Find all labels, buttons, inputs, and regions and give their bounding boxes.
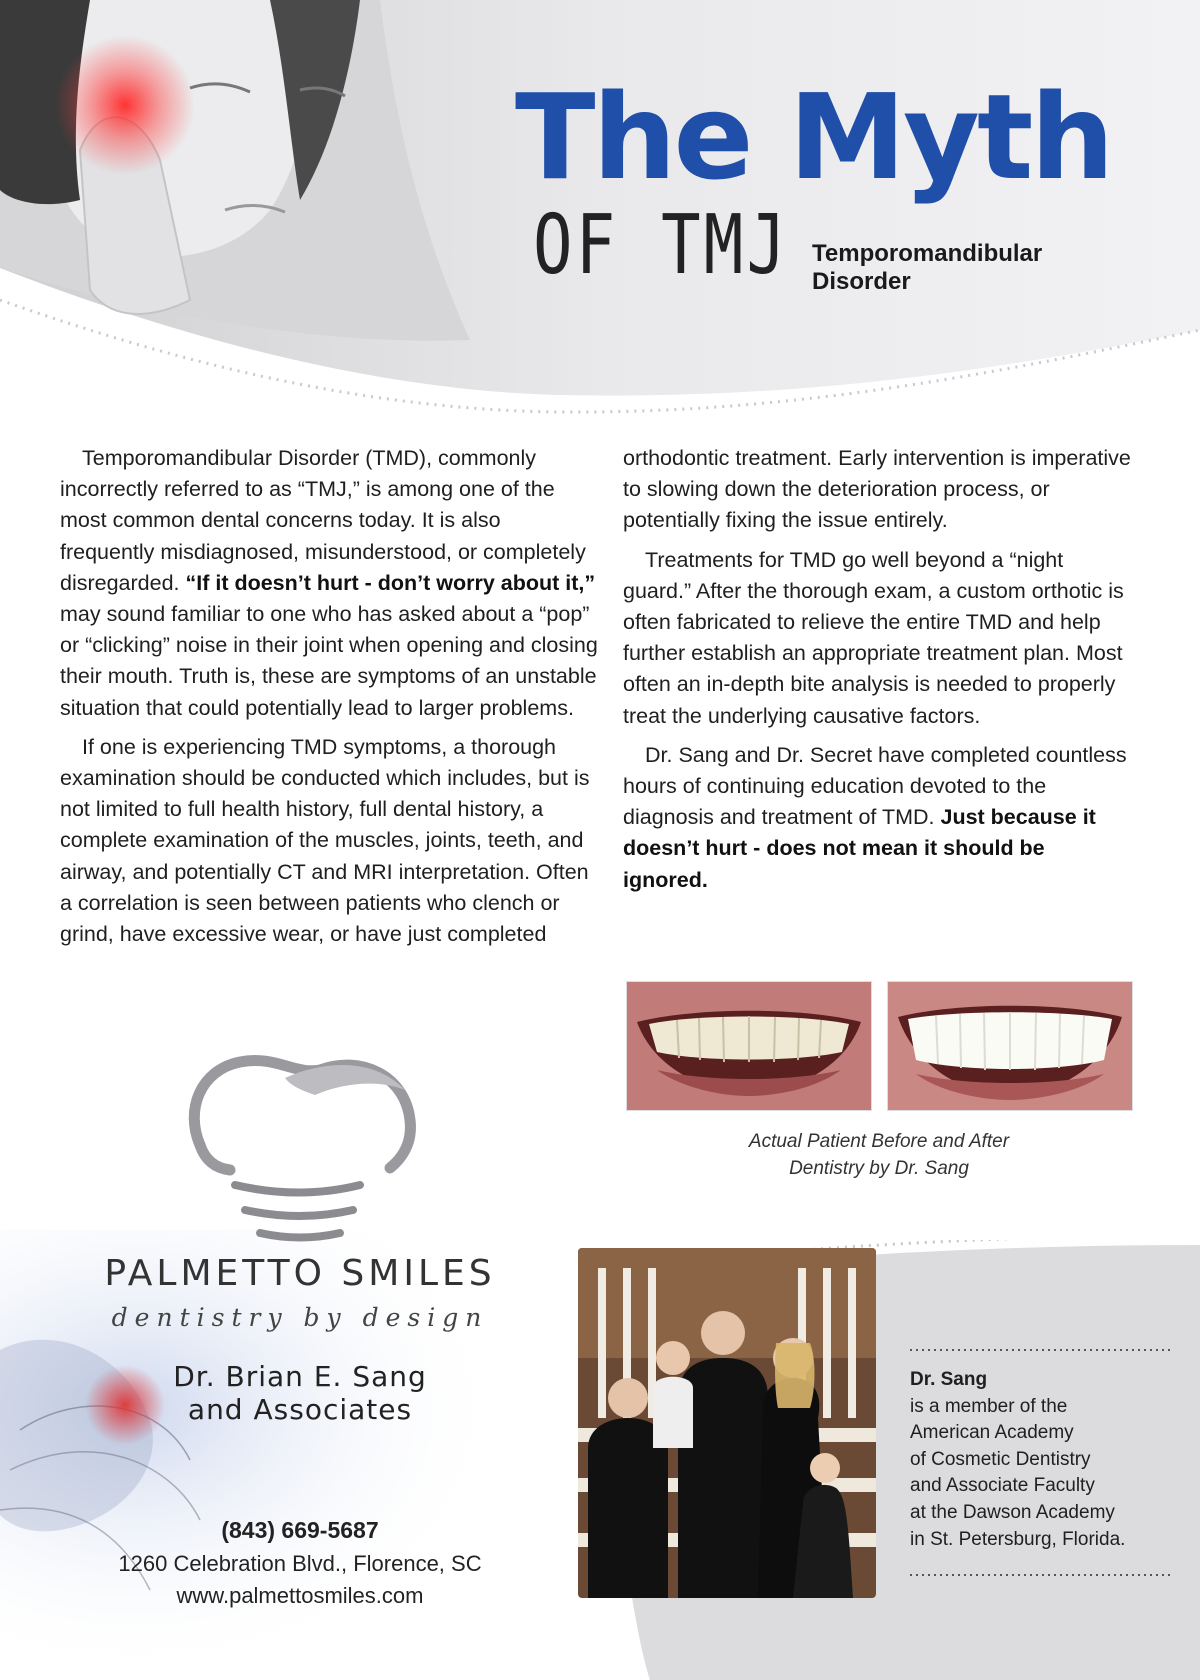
caption-line-2: Dentistry by Dr. Sang	[789, 1158, 969, 1179]
paragraph-text: Treatments for TMD go well beyond a “night guard.” After the thorough exam, a custom orthotic is often fabricated to relieve the entire TMD and help further establish an appropriate treatment plan. Most often an in-depth bite analysis is needed to properly treat the underlying causative factors.	[623, 547, 1124, 728]
article-column-2	[623, 443, 1135, 904]
practice-website: www.palmettosmiles.com	[176, 1583, 424, 1608]
practice-doctor	[40, 1360, 560, 1426]
practice-brand-name: PALMETTO SMILES	[104, 1253, 496, 1294]
article-paragraph	[60, 732, 600, 950]
paragraph-text: Dr. Sang and Dr. Secret have completed countless hours of continuing education devoted to the diagnosis and treatment of TMD.	[623, 742, 1127, 830]
doctor-name: Dr. Brian E. Sang	[173, 1360, 427, 1393]
practice-address: 1260 Celebration Blvd., Florence, SC	[118, 1551, 482, 1576]
paragraph-emphasis: “If it doesn’t hurt - don’t worry about it,”	[185, 570, 596, 595]
bio-line: at the Dawson Academy	[910, 1501, 1115, 1523]
bio-name	[910, 1367, 1160, 1394]
bio-line: American Academy	[910, 1422, 1074, 1444]
anatomy-smoke-graphic	[0, 1230, 620, 1680]
practice-phone: (843) 669-5687	[221, 1517, 379, 1543]
bio-line: of Cosmetic Dentistry	[910, 1448, 1091, 1470]
bio-line: and Associate Faculty	[910, 1475, 1095, 1497]
paragraph-text: orthodontic treatment. Early intervention is imperative to slowing down the deterioration process, or potentially fixing the issue entirely.	[623, 446, 1131, 533]
woman-jaw-pain-photo	[0, 0, 480, 380]
page-title: The Myth	[515, 68, 1112, 206]
doctor-bio	[910, 1367, 1160, 1553]
caption-line-1: Actual Patient Before and After	[748, 1131, 1010, 1152]
article-column-1	[60, 443, 600, 958]
bio-name-text: Dr. Sang	[910, 1369, 988, 1390]
after-smile-photo	[887, 981, 1133, 1111]
article-paragraph	[60, 443, 600, 724]
subtitle-line-1: Temporomandibular	[812, 240, 1043, 267]
paragraph-text: Temporomandibular Disorder (TMD), commonly incorrectly referred to as “TMJ,” is among one of the most common dental concerns today. It is also frequently misdiagnosed, misunderstood, or completely disregarded.	[60, 446, 586, 595]
before-smile-photo	[626, 981, 872, 1111]
article-paragraph	[623, 545, 1135, 732]
page-subtitle	[812, 240, 1102, 296]
subtitle-line-2: Disorder	[812, 268, 911, 295]
photo-caption	[626, 1128, 1132, 1182]
doctor-associates: and Associates	[187, 1393, 413, 1426]
paragraph-text: may sound familiar to one who has asked about a “pop” or “clicking” noise in their joint when opening and closing their mouth. Truth is, these are symptoms of an unstable situation that could potentially lead to larger problems.	[60, 602, 598, 720]
bio-line: in St. Petersburg, Florida.	[910, 1528, 1126, 1550]
paragraph-emphasis: Just because it doesn’t hurt - does not mean it should be ignored.	[623, 805, 1096, 892]
tooth-logo-icon	[175, 1050, 425, 1250]
page-title-secondary: OF TMJ	[533, 198, 790, 293]
practice-tagline: dentistry by design	[111, 1303, 489, 1332]
family-photo	[578, 1248, 876, 1598]
bio-line: is a member of the	[910, 1395, 1068, 1417]
article-paragraph	[623, 740, 1135, 896]
paragraph-text: If one is experiencing TMD symptoms, a thorough examination should be conducted which includes, but is not limited to full health history, full dental history, a complete examination of the muscles, joints, teeth, and airway, and potentially CT and MRI interpretation. Often a correlation is seen between patients who clench or grind, have excessive wear, or have just completed	[60, 734, 590, 947]
article-paragraph	[623, 443, 1135, 537]
